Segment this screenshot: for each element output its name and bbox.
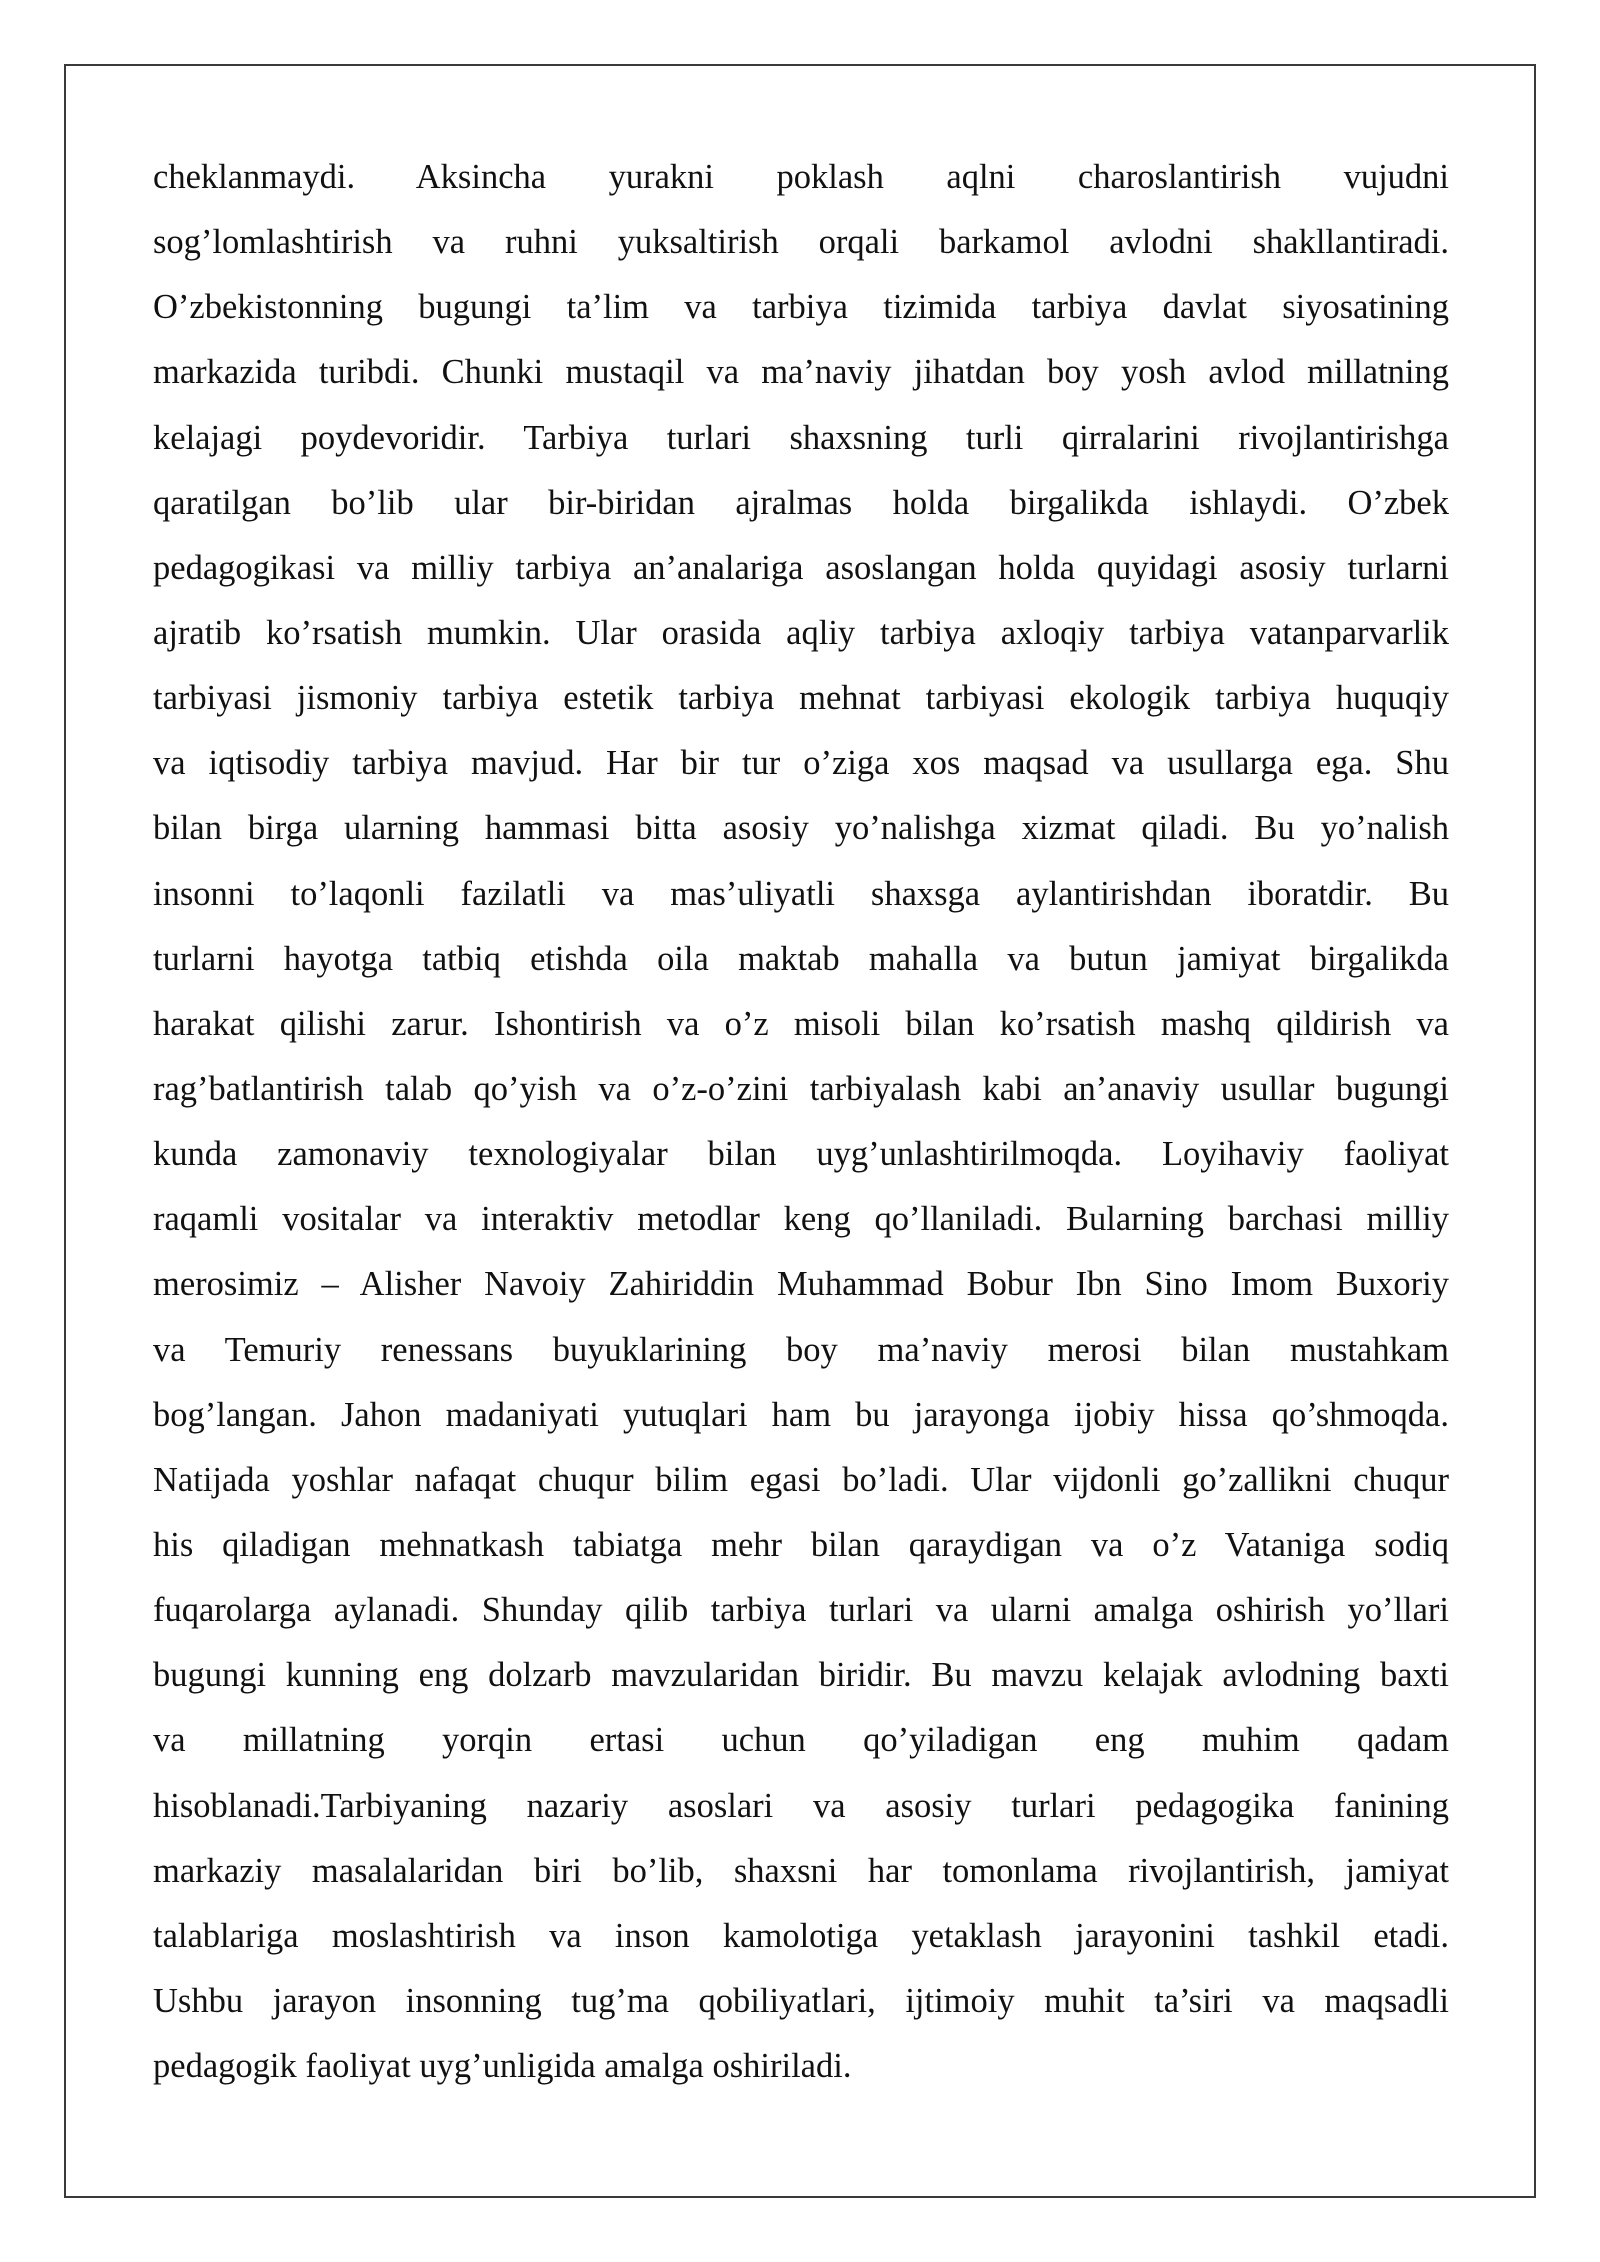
text-line: sog’lomlashtirish va ruhni yuksaltirish orqali barkamol avlodni shakllantiradi. <box>153 223 1449 262</box>
text-line: hisoblanadi.Tarbiyaning nazariy asoslari va asosiy turlari pedagogika fanining <box>153 1786 1449 1825</box>
text-line: bog’langan. Jahon madaniyati yutuqlari ham bu jarayonga ijobiy hissa qo’shmoqda. <box>153 1395 1449 1434</box>
text-line: va iqtisodiy tarbiya mavjud. Har bir tur o’ziga xos maqsad va usullarga ega. Shu <box>153 744 1449 783</box>
text-line: Natijada yoshlar nafaqat chuqur bilim egasi bo’ladi. Ular vijdonli go’zallikni chuqur <box>153 1460 1449 1499</box>
text-line: turlarni hayotga tatbiq etishda oila maktab mahalla va butun jamiyat birgalikda <box>153 939 1449 978</box>
text-line: raqamli vositalar va interaktiv metodlar keng qo’llaniladi. Bularning barchasi milliy <box>153 1200 1449 1239</box>
text-line: insonni to’laqonli fazilatli va mas’uliyatli shaxsga aylantirishdan iboratdir. Bu <box>153 874 1449 913</box>
text-line: fuqarolarga aylanadi. Shunday qilib tarbiya turlari va ularni amalga oshirish yo’llari <box>153 1591 1449 1630</box>
text-line: Ushbu jarayon insonning tug’ma qobiliyatlari, ijtimoiy muhit ta’siri va maqsadli <box>153 1981 1449 2020</box>
text-line: kunda zamonaviy texnologiyalar bilan uyg’unlashtirilmoqda. Loyihaviy faoliyat <box>153 1135 1449 1174</box>
body-paragraph <box>153 145 1449 2099</box>
text-line: qaratilgan bo’lib ular bir-biridan ajralmas holda birgalikda ishlaydi. O’zbek <box>153 483 1449 522</box>
text-line: kelajagi poydevoridir. Tarbiya turlari shaxsning turli qirralarini rivojlantirishga <box>153 418 1449 457</box>
text-line: his qiladigan mehnatkash tabiatga mehr bilan qaraydigan va o’z Vataniga sodiq <box>153 1525 1449 1564</box>
text-line: ajratib ko’rsatish mumkin. Ular orasida aqliy tarbiya axloqiy tarbiya vatanparvarlik <box>153 613 1449 652</box>
text-line: markaziy masalalaridan biri bo’lib, shaxsni har tomonlama rivojlantirish, jamiyat <box>153 1851 1449 1890</box>
text-line: talablariga moslashtirish va inson kamolotiga yetaklash jarayonini tashkil etadi. <box>153 1916 1449 1955</box>
text-line: va Temuriy renessans buyuklarining boy ma’naviy merosi bilan mustahkam <box>153 1330 1449 1369</box>
text-line: bugungi kunning eng dolzarb mavzularidan biridir. Bu mavzu kelajak avlodning baxti <box>153 1656 1449 1695</box>
text-line: va millatning yorqin ertasi uchun qo’yiladigan eng muhim qadam <box>153 1721 1449 1760</box>
text-line: cheklanmaydi. Aksincha yurakni poklash aqlni charoslantirish vujudni <box>153 158 1449 196</box>
text-line: markazida turibdi. Chunki mustaqil va ma’naviy jihatdan boy yosh avlod millatning <box>153 353 1449 392</box>
text-line: merosimiz – Alisher Navoiy Zahiriddin Muhammad Bobur Ibn Sino Imom Buxoriy <box>153 1265 1449 1304</box>
text-line: tarbiyasi jismoniy tarbiya estetik tarbiya mehnat tarbiyasi ekologik tarbiya huquqiy <box>153 679 1449 718</box>
text-line: pedagogik faoliyat uyg’unligida amalga oshiriladi. <box>153 2047 852 2086</box>
text-line: bilan birga ularning hammasi bitta asosiy yo’nalishga xizmat qiladi. Bu yo’nalish <box>153 809 1449 848</box>
text-line: rag’batlantirish talab qo’yish va o’z-o’zini tarbiyalash kabi an’anaviy usullar bugungi <box>153 1069 1449 1108</box>
text-line: O’zbekistonning bugungi ta’lim va tarbiya tizimida tarbiya davlat siyosatining <box>153 288 1449 327</box>
text-line: harakat qilishi zarur. Ishontirish va o’z misoli bilan ko’rsatish mashq qildirish va <box>153 1004 1449 1043</box>
text-line: pedagogikasi va milliy tarbiya an’analariga asoslangan holda quyidagi asosiy turlarni <box>153 548 1449 587</box>
